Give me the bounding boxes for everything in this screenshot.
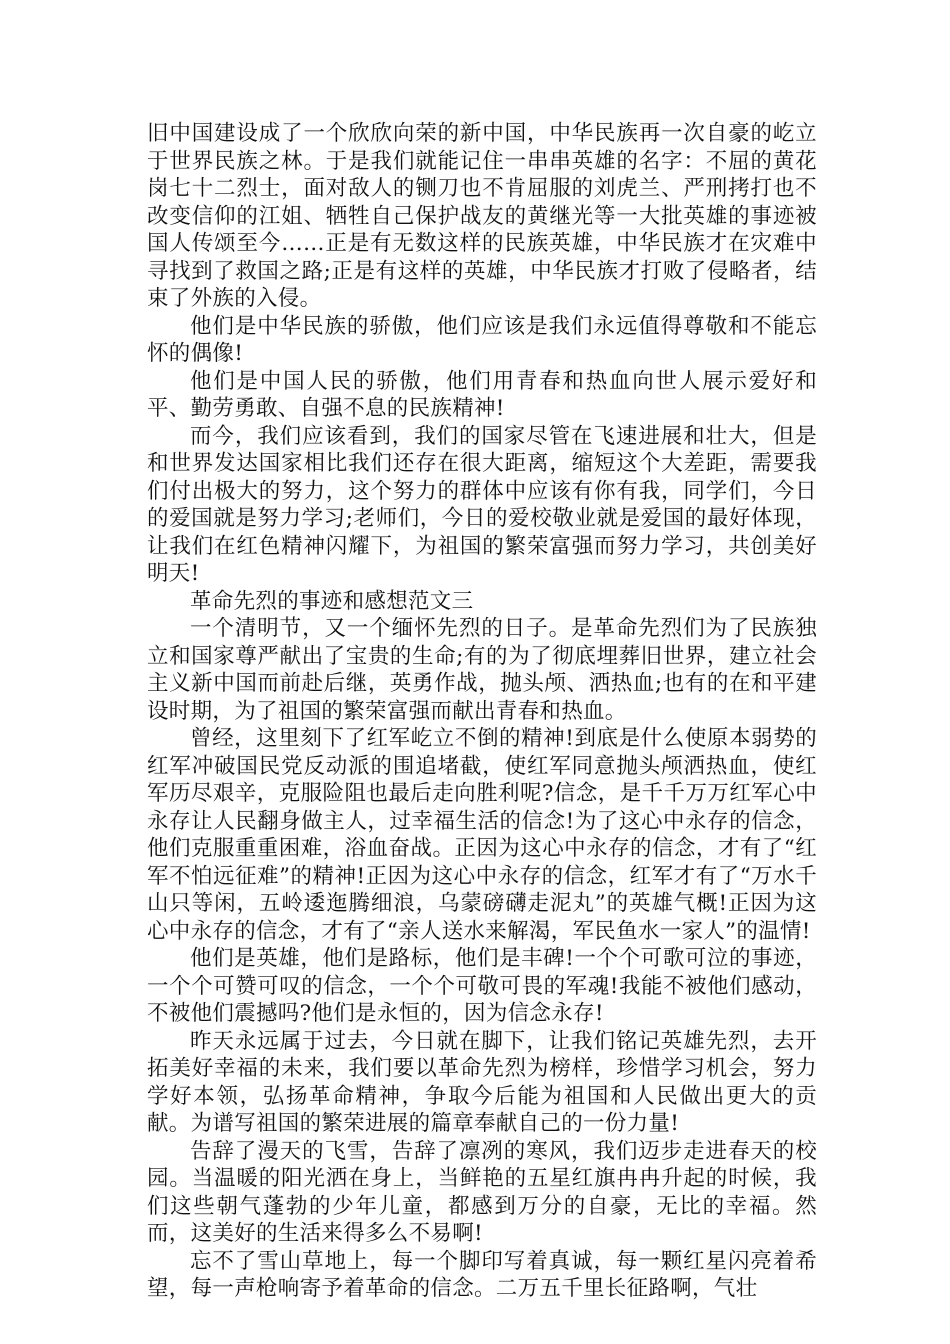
section-title: 革命先烈的事迹和感想范文三 [190, 588, 474, 614]
document-page [147, 120, 817, 1303]
paragraph-4: 而今，我们应该看到，我们的国家尽管在飞速进展和壮大，但是和世界发达国家相比我们还存在很大距离，缩短这个大差距，需要我们付出极大的努力，这个努力的群体中应该有你有我，同学们，今日的爱国就是努力学习;老师们，今日的爱校敬业就是爱国的最好体现，让我们在红色精神闪耀下，为祖国的繁荣富强而努力学习，共创美好明天! [147, 423, 817, 586]
paragraph-6: 曾经，这里刻下了红军屹立不倒的精神!到底是什么使原本弱势的红军冲破国民党反动派的围追堵截，使红军同意抛头颅洒热血，使红军历尽艰辛，克服险阻也最后走向胜利呢?信念，是千千万万红军心中永存让人民翻身做主人，过幸福生活的信念!为了这心中永存的信念，他们克服重重困难，浴血奋战。正因为这心中永存的信念，才有了“红军不怕远征难”的精神!正因为这心中永存的信念，红军才有了“万水千山只等闲，五岭逶迤腾细浪，乌蒙磅礴走泥丸”的英雄气概!正因为这心中永存的信念，才有了“亲人送水来解渴，军民鱼水一家人”的温情! [147, 726, 817, 944]
paragraph-10: 忘不了雪山草地上，每一个脚印写着真诚，每一颗红星闪亮着希望，每一声枪响寄予着革命的信念。二万五千里长征路啊，气壮 [147, 1248, 817, 1301]
paragraph-3: 他们是中国人民的骄傲，他们用青春和热血向世人展示爱好和平、勤劳勇敢、自强不息的民族精神! [147, 368, 817, 421]
paragraph-7: 他们是英雄，他们是路标，他们是丰碑!一个个可歌可泣的事迹，一个个可赞可叹的信念，一个个可敬可畏的军魂!我能不被他们感动，不被他们震撼吗?他们是永恒的，因为信念永存! [147, 946, 817, 1026]
paragraph-5: 一个清明节，又一个缅怀先烈的日子。是革命先烈们为了民族独立和国家尊严献出了宝贵的生命;有的为了彻底埋葬旧世界，建立社会主义新中国而前赴后继，英勇作战，抛头颅、洒热血;也有的在和平建设时期，为了祖国的繁荣富强而献出青春和热血。 [147, 616, 817, 724]
paragraph-9: 告辞了漫天的飞雪，告辞了凛冽的寒风，我们迈步走进春天的校园。当温暖的阳光洒在身上，当鲜艳的五星红旗冉冉升起的时候，我们这些朝气蓬勃的少年儿童，都感到万分的自豪，无比的幸福。然而，这美好的生活来得多么不易啊! [147, 1138, 817, 1246]
paragraph-1: 旧中国建设成了一个欣欣向荣的新中国，中华民族再一次自豪的屹立于世界民族之林。于是我们就能记住一串串英雄的名字：不屈的黄花岗七十二烈士，面对敌人的铡刀也不肯屈服的刘虎兰、严刑拷打也不改变信仰的江姐、牺牲自己保护战友的黄继光等一大批英雄的事迹被国人传颂至今……正是有无数这样的民族英雄，中华民族才在灾难中寻找到了救国之路;正是有这样的英雄，中华民族才打败了侵略者，结束了外族的入侵。 [147, 121, 817, 311]
paragraph-2: 他们是中华民族的骄傲，他们应该是我们永远值得尊敬和不能忘怀的偶像! [147, 313, 817, 366]
paragraph-8: 昨天永远属于过去，今日就在脚下，让我们铭记英雄先烈，去开拓美好幸福的未来，我们要以革命先烈为榜样，珍惜学习机会，努力学好本领，弘扬革命精神，争取今后能为祖国和人民做出更大的贡献。为谱写祖国的繁荣进展的篇章奉献自己的一份力量! [147, 1028, 817, 1136]
